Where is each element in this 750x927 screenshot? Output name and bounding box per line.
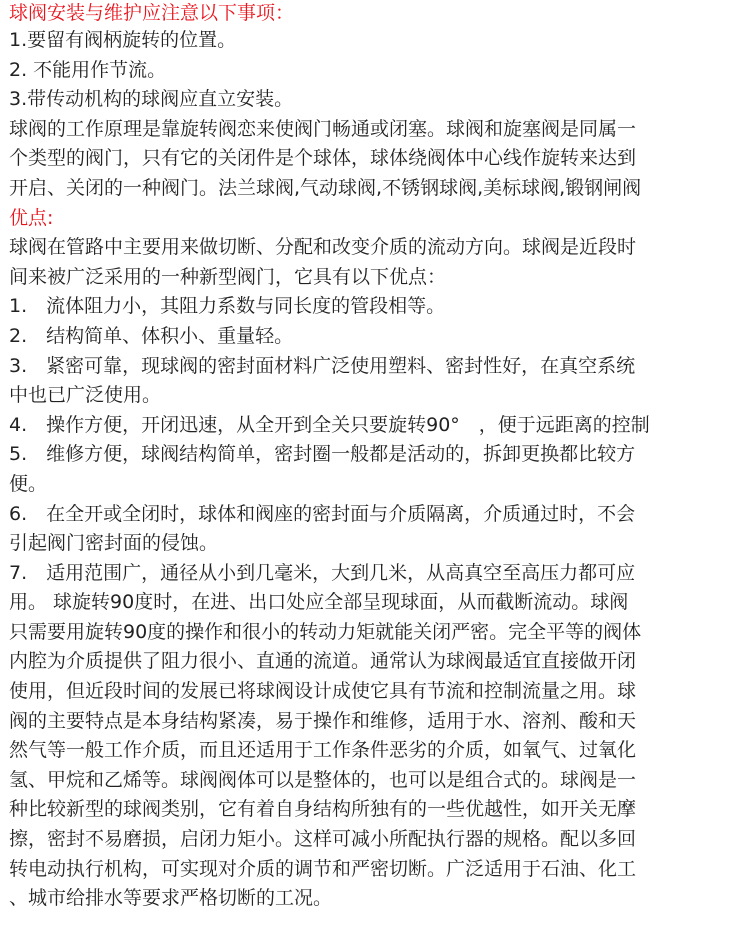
text-line: 、城市给排水等要求严格切断的工况。 (9, 887, 333, 910)
text-line: 3.带传动机构的球阀应直立安装。 (9, 88, 294, 111)
text-line: 使用，但近段时间的发展已将球阀设计成使它具有节流和控制流量之用。球 (9, 680, 637, 703)
section-heading-installation: 球阀安装与维护应注意以下事项： (9, 2, 295, 24)
text-line: 便。 (9, 472, 48, 495)
text-line: 只需要用旋转90度的操作和很小的转动力矩就能关闭严密。完全平等的阀体 (9, 620, 642, 643)
text-line: 2. 不能用作节流。 (9, 58, 167, 81)
list-item: 3. 紧密可靠，现球阀的密封面材料广泛使用塑料、密封性好，在真空系统 (9, 354, 636, 377)
list-item: 7. 适用范围广，通径从小到几毫米，大到几米，从高真空至高压力都可应 (9, 561, 636, 584)
list-item: 6. 在全开或全闭时，球体和阀座的密封面与介质隔离，介质通过时，不会 (9, 502, 636, 525)
text-line: 1.要留有阀柄旋转的位置。 (9, 29, 237, 51)
text-line: 转电动执行机构，可实现对介质的调节和严密切断。广泛适用于石油、化工 (9, 857, 637, 880)
text-line: 阀的主要特点是本身结构紧凑，易于操作和维修，适用于水、溶剂、酸和天 (9, 709, 637, 732)
list-item: 2. 结构简单、体积小、重量轻。 (9, 324, 294, 347)
text-line: 氢、甲烷和乙烯等。球阀阀体可以是整体的，也可以是组合式的。球阀是一 (9, 768, 637, 791)
text-line: 间来被广泛采用的一种新型阀门，它具有以下优点： (9, 265, 447, 288)
list-item: 5. 维修方便，球阀结构简单，密封圈一般都是活动的，拆卸更换都比较方 (9, 443, 636, 466)
list-item: 4. 操作方便，开闭迅速，从全开到全关只要旋转90° ，便于远距离的控制 (9, 413, 650, 436)
text-line: 个类型的阀门，只有它的关闭件是个球体，球体绕阀体中心线作旋转来达到 (9, 147, 637, 170)
document-body (9, 0, 747, 914)
text-line: 球阀在管路中主要用来做切断、分配和改变介质的流动方向。球阀是近段时 (9, 236, 637, 259)
text-line: 开启、关闭的一种阀门。法兰球阀,气动球阀,不锈钢球阀,美标球阀,锻钢闸阀 (9, 176, 642, 199)
text-line: 中也已广泛使用。 (9, 384, 162, 407)
section-heading-advantages: 优点: (9, 206, 54, 229)
text-line: 然气等一般工作介质，而且还适用于工作条件恶劣的介质，如氧气、过氧化 (9, 739, 637, 762)
list-item: 1. 流体阻力小，其阻力系数与同长度的管段相等。 (9, 295, 446, 318)
text-line: 擦，密封不易磨损，启闭力矩小。这样可减小所配执行器的规格。配以多回 (9, 828, 637, 851)
text-line: 种比较新型的球阀类别，它有着自身结构所独有的一些优越性，如开关无摩 (9, 798, 637, 821)
text-line: 引起阀门密封面的侵蚀。 (9, 532, 219, 555)
text-line: 用。 球旋转90度时，在进、出口处应全部呈现球面，从而截断流动。球阀 (9, 591, 629, 614)
text-line: 内腔为介质提供了阻力很小、直通的流道。通常认为球阀最适宜直接做开闭 (9, 650, 637, 673)
text-line: 球阀的工作原理是靠旋转阀恋来使阀门畅通或闭塞。球阀和旋塞阀是同属一 (9, 117, 637, 140)
